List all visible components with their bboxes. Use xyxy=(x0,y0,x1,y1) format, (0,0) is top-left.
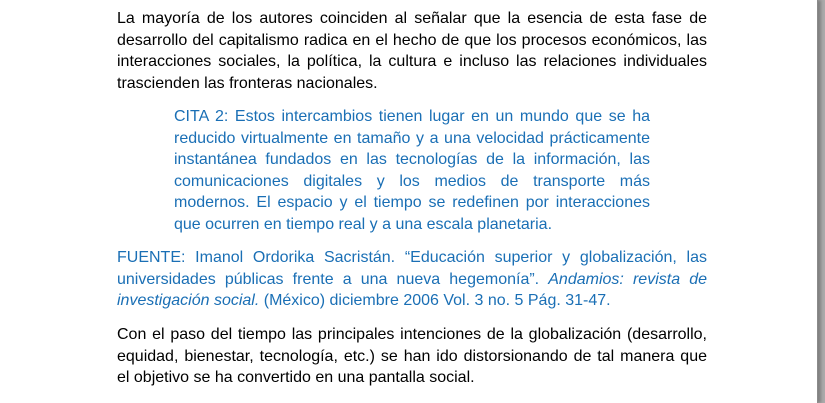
source-citation-details: (México) diciembre 2006 Vol. 3 no. 5 Pág. 31-47. xyxy=(259,292,611,309)
source-citation-text: FUENTE: Imanol Ordorika Sacristán. “Educación superior y globalización, las universidades públicas frente a una nueva hegemonía”. xyxy=(117,249,707,288)
quote-block: CITA 2: Estos intercambios tienen lugar en un mundo que se ha reducido virtualmente en tamaño y a una velocidad prácticamente instantánea fundados en las tecnologías de la información, las comunicaciones digitales y los medios de transporte más modernos. El espacio y el tiempo se redefinen por interacciones que ocurren en tiempo real y a una escala planetaria. xyxy=(174,108,650,233)
body-paragraph-1: La mayoría de los autores coinciden al señalar que la esencia de esta fase de desarrollo del capitalismo radica en el hecho de que los procesos económicos, las interacciones sociales, la política, la cultura e incluso las relaciones individuales trascienden las fronteras nacionales. xyxy=(117,10,707,92)
body-paragraph-2: Con el paso del tiempo las principales intenciones de la globalización (desarrollo, equidad, bienestar, tecnología, etc.) se han ido distorsionando de tal manera que el objetivo se ha convertido en una pantalla social. xyxy=(117,326,707,386)
source-citation xyxy=(117,247,707,312)
source-journal-title: Andamios: revista de investigación social. xyxy=(117,270,708,309)
